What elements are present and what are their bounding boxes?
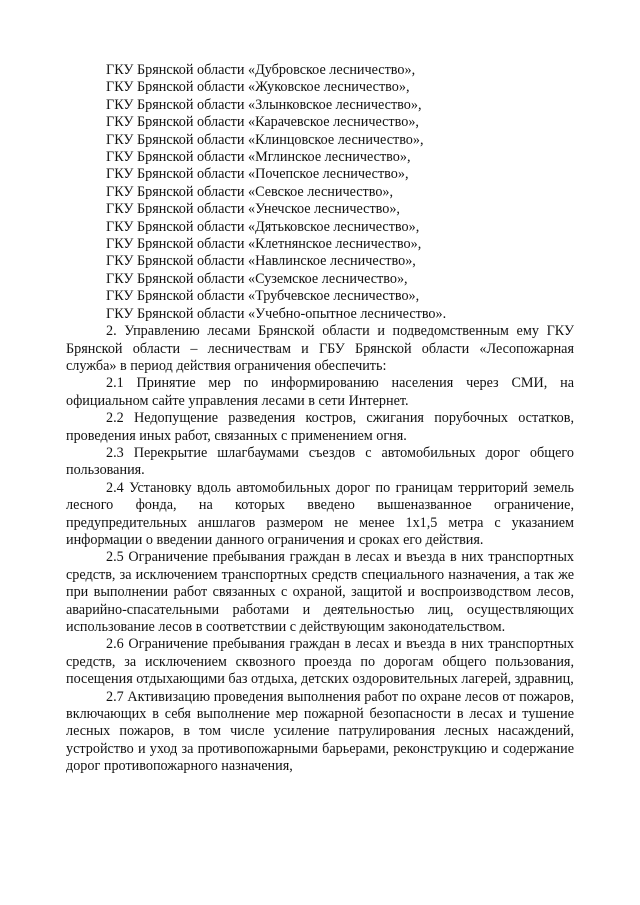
paragraph-2-2: 2.2 Недопущение разведения костров, сжигания порубочных остатков, проведения иных работ, связанных с применением огня. (66, 410, 574, 444)
paragraph-2-4: 2.4 Установку вдоль автомобильных дорог по границам территорий земель лесного фонда, на которых введено вышеназванное ограничение, предупредительных аншлагов размером не менее 1х1,5 метра с указанием информации о введении данного ограничения и сроках его действия. (66, 479, 574, 548)
forestry-item: ГКУ Брянской области «Дятьковское лесничество», (106, 218, 420, 235)
forestry-item: ГКУ Брянской области «Злынковское лесничество», (106, 96, 422, 113)
forestry-item: ГКУ Брянской области «Унечское лесничество», (106, 201, 400, 218)
paragraph-2-5: 2.5 Ограничение пребывания граждан в лесах и въезда в них транспортных средств, за исключением транспортных средств специального назначения, а так же при выполнении работ связанных с охраной, защитой и воспроизводством лесов, аварийно-спасательными работами и деятельностью лиц, осуществляющих использование лесов в соответствии с действующим законодательством. (66, 549, 574, 635)
forestry-item: ГКУ Брянской области «Клетнянское лесничество», (106, 236, 422, 253)
forestry-item: ГКУ Брянской области «Клинцовское лесничество», (106, 131, 424, 148)
forestry-item: ГКУ Брянской области «Жуковское лесничество», (106, 79, 410, 96)
forestry-item: ГКУ Брянской области «Почепское лесничество», (106, 166, 409, 183)
forestry-item: ГКУ Брянской области «Севское лесничество», (106, 183, 394, 200)
forestry-item: ГКУ Брянской области «Трубчевское лесничество», (106, 288, 420, 305)
paragraph-2-7: 2.7 Активизацию проведения выполнения работ по охране лесов от пожаров, включающих в себя выполнение мер пожарной безопасности в лесах и тушение лесных пожаров, в том числе усиление патрулирования лесных насаждений, устройство и уход за противопожарными барьерами, реконструкцию и содержание дорог противопожарного назначения, (66, 688, 574, 775)
forestry-item: ГКУ Брянской области «Суземское лесничество», (106, 270, 408, 287)
forestry-item: ГКУ Брянской области «Навлинское лесничество», (106, 253, 416, 270)
paragraph-2-1: 2.1 Принятие мер по информированию населения через СМИ, на официальном сайте управления лесами в сети Интернет. (66, 375, 574, 409)
forestry-item: ГКУ Брянской области «Мглинское лесничество», (106, 149, 411, 166)
paragraph-2: 2. Управлению лесами Брянской области и подведомственным ему ГКУ Брянской области – лесничествам и ГБУ Брянской области «Лесопожарная служба» в период действия ограничения обеспечить: (66, 323, 574, 374)
forestry-list (66, 62, 574, 323)
paragraph-2-6: 2.6 Ограничение пребывания граждан в лесах и въезда в них транспортных средств, за исключением сквозного проезда по дорогам общего пользования, посещения отдыхающими баз отдыха, детских оздоровительных лагерей, здравниц, (66, 636, 574, 688)
document-body (66, 62, 574, 776)
paragraph-2-3: 2.3 Перекрытие шлагбаумами съездов с автомобильных дорог общего пользования. (66, 444, 574, 479)
forestry-item: ГКУ Брянской области «Дубровское лесничество», (106, 62, 416, 78)
forestry-item: ГКУ Брянской области «Карачевское лесничество», (106, 114, 419, 131)
forestry-item: ГКУ Брянской области «Учебно-опытное лесничество». (106, 305, 447, 322)
